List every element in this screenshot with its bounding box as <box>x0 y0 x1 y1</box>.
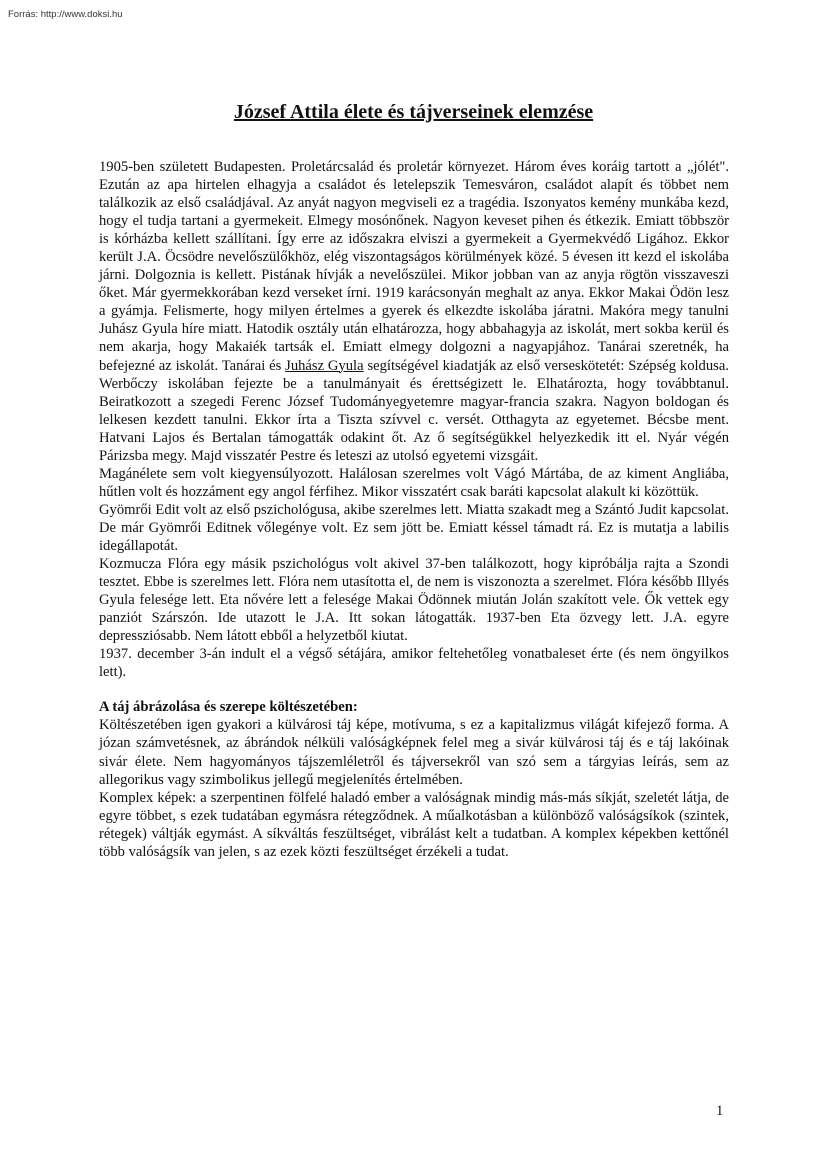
paragraph: 1937. december 3-án indult el a végső sétájára, amikor feltehetőleg vonatbaleset érte (és nem öngyilkos lett). <box>99 646 729 681</box>
paragraph-text: 1905-ben született Budapesten. Proletárcsalád és proletár környezet. Három éves koráig tartott a „jólét". Ezután az apa hirtelen elhagyja a családot és letelepszik Temesváron, családot alapít és többet nem találkozik az első családjával. Az anyát nagyon megviseli ez a tragédia. Iszonyatos kemény munkába kezd, hogy el tudja tartani a gyermekeit. Elmegy mosónőnek. Nagyon keveset pihen és étkezik. Emiatt többször is kórházba kellett szállítani. Így erre az időszakra elviszi a gyermekeit a Gyermekvédő Ligához. Ekkor került J.A. Öcsödre nevelőszülőkhöz, elég viszontagságos körülmények közé. 5 évesen itt kezd el iskolába járni. Dolgoznia is kellett. Pistának hívják a nevelőszülei. Mikor jobban van az anyja rögtön visszaveszi őket. Már gyermekkorában kezd verseket írni. 1919 karácsonyán meghalt az anya. Ekkor Makai Ödön lesz a gyámja. Felismerte, hogy milyen értelmes a gyerek és elkezdte iskolába járatni. Makóra megy tanulni Juhász Gyula híre miatt. Hatodik osztály után elhatározza, hogy abbahagyja az iskolát, mert sokba kerül és nem akarja, hogy Makaiék tartsák el. Emiatt elmegy dolgozni a nagyapjához. Tanárai szeretnék, ha befejezné az iskolát. Tanárai és <box>99 159 729 374</box>
paragraph: Komplex képek: a szerpentinen fölfelé haladó ember a valóságnak mindig más-más síkját, szeletét látja, de egyre többet, s ezek tudatában egymásra rétegződnek. A műalkotásban a különböző valóságsíkok (szintek, rétegek) váltják egymást. A síkváltás feszültséget, vibrálást kelt a tudatban. A komplex képekben kettőnél több valóságsík van jelen, s az ezek közti feszültséget érzékeli a tudat. <box>99 789 729 860</box>
document-body <box>99 158 729 861</box>
juhasz-gyula-link[interactable]: Juhász Gyula <box>285 357 364 374</box>
paragraph <box>99 158 729 465</box>
paragraph-text: segítségével kiadatják az első verseskötetét: Szépség koldusa. Werbőczy iskolában fejezte be a tanulmányait és érettségizett le. Elhatározta, hogy továbbtanul. Beiratkozott a szegedi Ferenc József Tudományegyetemre magyar-francia szakra. Nagyon boldogan és lelkesen kezdett tanulni. Ekkor írta a Tiszta szívvel c. versét. Otthagyta az egyetemet. Bécsbe ment. Hatvani Lajos és Bertalan támogatták odakint őt. Az ő segítségükkel helyezkedik itt el. Nyár végén Párizsba megy. Majd visszatér Pestre és leteszi az utolsó egyetemi vizsgáit. <box>99 357 729 464</box>
spacer <box>99 681 729 698</box>
paragraph: Költészetében igen gyakori a külvárosi táj képe, motívuma, s ez a kapitalizmus világát kifejező forma. A józan számvetésnek, az ábrándok nélküli valóságképnek felel meg a sivár külvárosi táj és e táj lakóinak sivár élete. Nem hagyományos tájszemléletről és tájversekről van szó sem a tárgyias leírás, sem az allegorikus vagy szimbolikus jellegű megjelenítés értelmében. <box>99 717 729 788</box>
paragraph: Kozmucza Flóra egy másik pszichológus volt akivel 37-ben találkozott, hogy kipróbálja rajta a Szondi tesztet. Ebbe is szerelmes lett. Flóra nem utasította el, de nem is viszonozta a szerelmet. Flóra később Illyés Gyula felesége lett. Eta nővére lett a felesége Makai Ödönnek miután Jolán szakított vele. Ők vettek egy panziót Szárszón. Ide utazott le J.A. Itt sokan látogatták. 1937-ben Eta özvegy lett. J.A. egyre depressziósabb. Nem látott ebből a helyzetből kiutat. <box>99 556 729 645</box>
paragraph: Gyömrői Edit volt az első pszichológusa, akibe szerelmes lett. Miatta szakadt meg a Szántó Judit kapcsolat. De már Gyömrői Editnek vőlegénye volt. Ez sem jött be. Emiatt késsel támadt rá. Ez is mutatja a labilis idegállapotát. <box>99 501 729 554</box>
source-note: Forrás: http://www.doksi.hu <box>8 9 123 20</box>
paragraph: Magánélete sem volt kiegyensúlyozott. Halálosan szerelmes volt Vágó Mártába, de az kiment Angliába, hűtlen volt és hozzáment egy angol férfihez. Mikor visszatért csak baráti kapcsolat alakult ki közöttük. <box>99 465 729 500</box>
page-title: József Attila élete és tájverseinek elemzése <box>233 101 594 123</box>
section-heading: A táj ábrázolása és szerepe költészetében: <box>99 699 358 716</box>
page-number: 1 <box>716 1103 724 1119</box>
